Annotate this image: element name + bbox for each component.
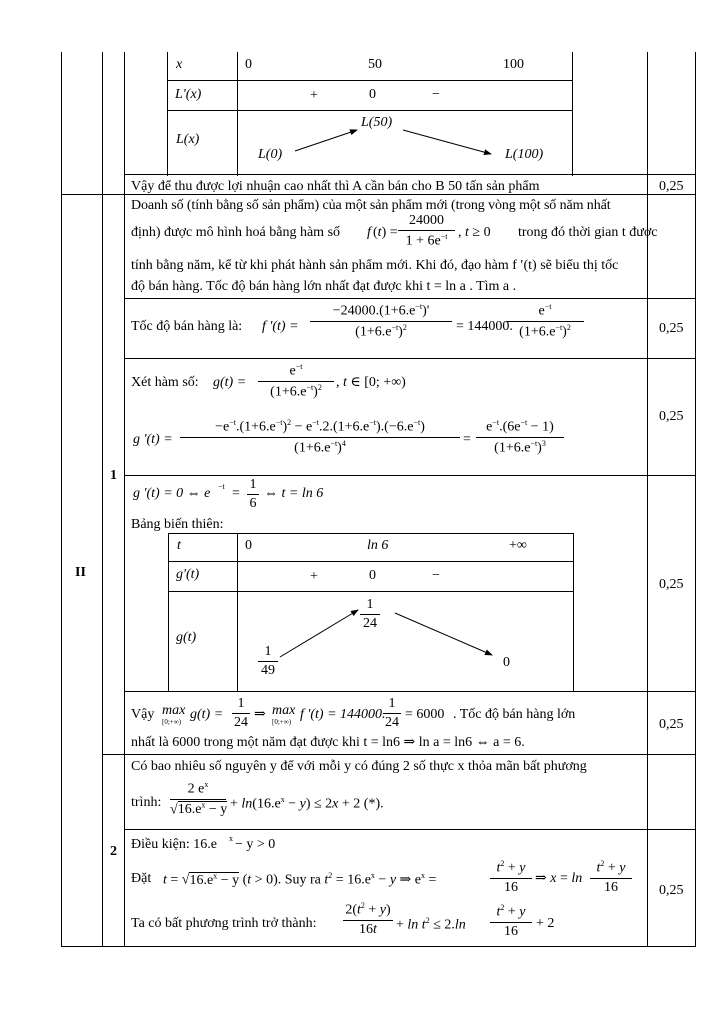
x-value-50: 50 [368, 57, 382, 72]
fraction-f: 24000 $1 + 6e^{-t}$ [398, 214, 455, 249]
bbt-label: Bảng biến thiên: [131, 517, 224, 532]
x-value-100: 100 [503, 57, 524, 72]
x-value-0: 0 [245, 57, 252, 72]
sign-minus: − [432, 87, 440, 102]
q2-problem-line2: trình: [131, 795, 162, 810]
func-label-L: L(x) [176, 132, 200, 147]
table-header-x: x [176, 57, 183, 72]
q2-problem-line1: Có bao nhiêu số nguyên y để với mỗi y có đúng 2 số thực x thỏa mãn bất phương [131, 759, 587, 774]
value-g-peak: 1 24 [360, 598, 380, 631]
step4-line2: nhất là 6000 trong một năm đạt được khi t = ln6 ⇒ ln a = ln6 ⇔ a = 6. [131, 735, 525, 750]
score-q2: 0,25 [659, 883, 684, 898]
question-number-1: 1 [110, 468, 117, 483]
score-block1: 0,25 [659, 179, 684, 194]
value-L100: L(100) [505, 147, 544, 162]
func-label-g: g(t) [176, 630, 197, 645]
g-sign-zero: 0 [369, 568, 376, 583]
sign-zero: 0 [369, 87, 376, 102]
t-value-0: 0 [245, 538, 252, 553]
g-sign-plus: + [310, 569, 318, 584]
sign-plus: + [310, 88, 318, 103]
value-g0: 1 49 [258, 645, 278, 678]
deriv-label-L: L'(x) [175, 87, 202, 102]
step1-label: Tốc độ bán hàng là: [131, 319, 243, 334]
t-value-inf: +∞ [509, 538, 527, 553]
step2-label: Xét hàm số: [131, 375, 199, 390]
score-step3: 0,25 [659, 577, 684, 592]
table-header-t: t [177, 538, 181, 553]
value-L50: L(50) [361, 115, 393, 130]
score-step1: 0,25 [659, 321, 684, 336]
t-value-ln6: ln 6 [367, 538, 389, 553]
g-sign-minus: − [432, 568, 440, 583]
value-g-inf: 0 [503, 655, 510, 670]
score-step4: 0,25 [659, 717, 684, 732]
score-step2: 0,25 [659, 409, 684, 424]
step4-line1-tail: . Tốc độ bán hàng lớn [453, 707, 576, 722]
question-number-2: 2 [110, 844, 117, 859]
deriv-label-g: g'(t) [176, 567, 200, 582]
conclusion-block1: Vậy để thu được lợi nhuận cao nhất thì A cần bán cho B 50 tấn sản phẩm [131, 179, 540, 194]
value-L0: L(0) [258, 147, 283, 162]
part-label: II [75, 565, 86, 580]
